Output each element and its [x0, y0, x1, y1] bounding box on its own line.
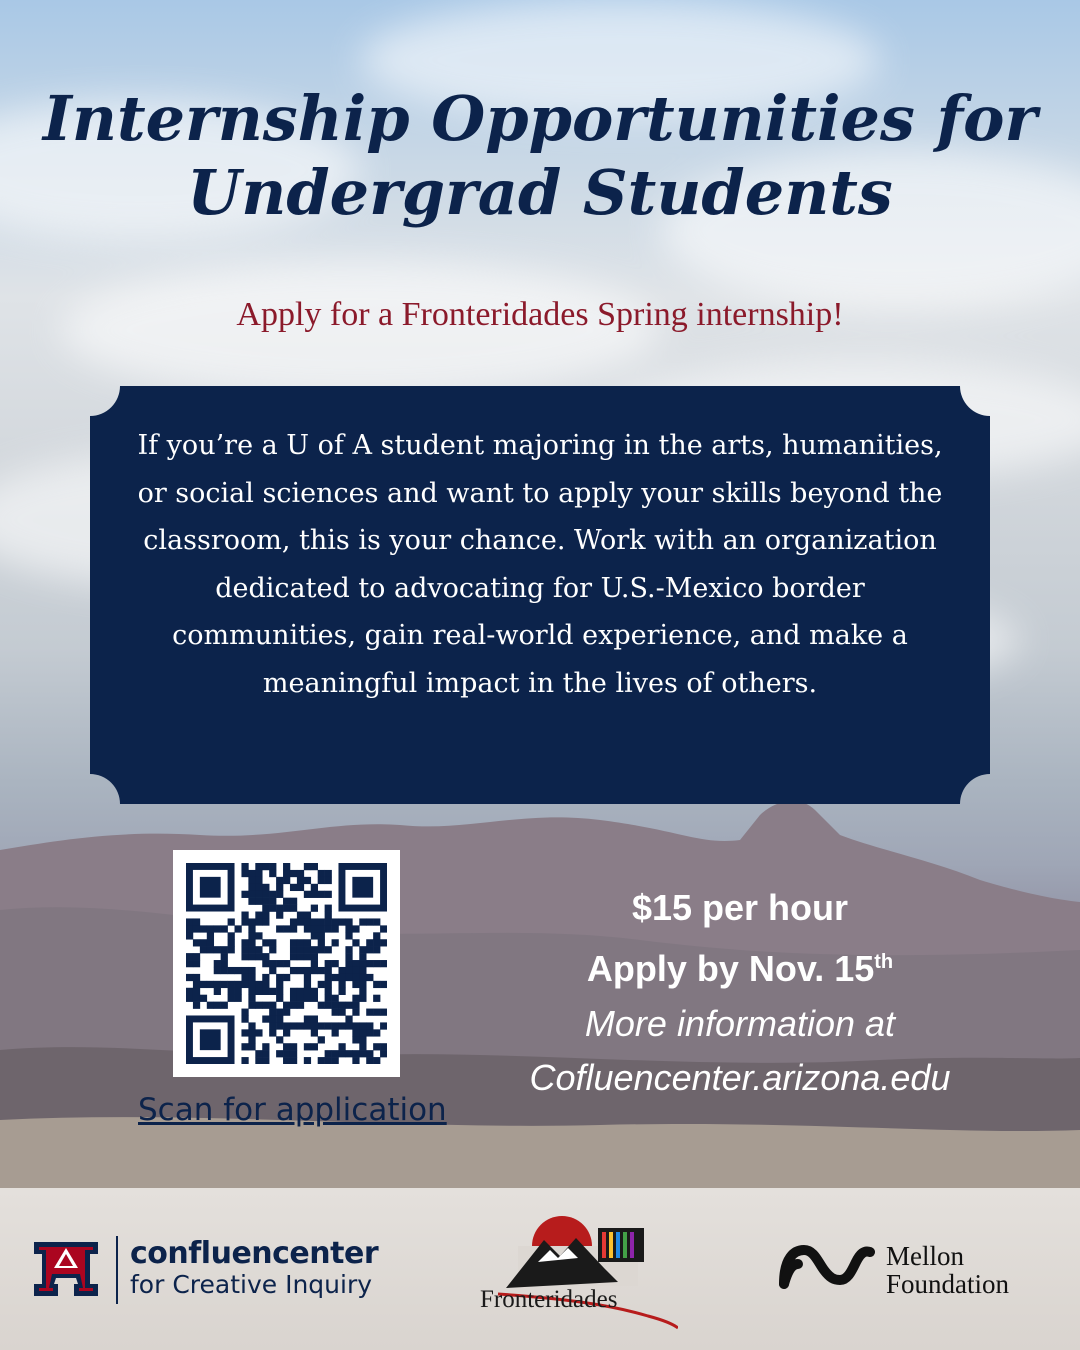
- scan-for-application-link[interactable]: Scan for application: [138, 1092, 447, 1128]
- mellon-foundation-wordmark: [886, 1242, 1009, 1298]
- deadline-suffix: th: [874, 951, 894, 973]
- website-link[interactable]: Cofluencenter.arizona.edu: [529, 1057, 951, 1098]
- mellon-line-1: Mellon: [886, 1241, 964, 1271]
- fronteridades-wordmark: Fronteridades: [480, 1286, 618, 1313]
- fronteridades-logo: [478, 1212, 678, 1332]
- internship-details: [500, 882, 980, 1105]
- page-title: Internship Opportunities for Undergrad Students: [42, 82, 1038, 230]
- pay-rate: $15 per hour: [631, 887, 849, 928]
- description-panel: [90, 386, 990, 804]
- sponsor-footer: [0, 1188, 1080, 1350]
- more-info-label: More information at: [584, 1003, 896, 1044]
- subtitle: Apply for a Fronteridades Spring internship!: [236, 296, 844, 333]
- application-deadline: [500, 934, 980, 997]
- description-text: If you’re a U of A student majoring in the arts, humanities, or social sciences and want to apply your skills beyond the classroom, this is your chance. Work with an organization dedicated to advocating for U.S.-Mexico border communities, gain real-world experience, and make a meaningful impact in the lives of others.: [137, 430, 943, 699]
- confluencenter-wordmark: confluencenter: [130, 1236, 379, 1271]
- university-of-arizona-logo: [30, 1238, 102, 1300]
- qr-code[interactable]: [173, 850, 400, 1077]
- mellon-foundation-logo: [778, 1240, 878, 1290]
- logo-divider: [116, 1236, 118, 1304]
- deadline-text: Apply by Nov. 15: [586, 948, 875, 989]
- qr-code-icon: [186, 863, 387, 1064]
- mellon-line-2: Foundation: [886, 1269, 1010, 1299]
- confluencenter-tagline: for Creative Inquiry: [130, 1270, 373, 1299]
